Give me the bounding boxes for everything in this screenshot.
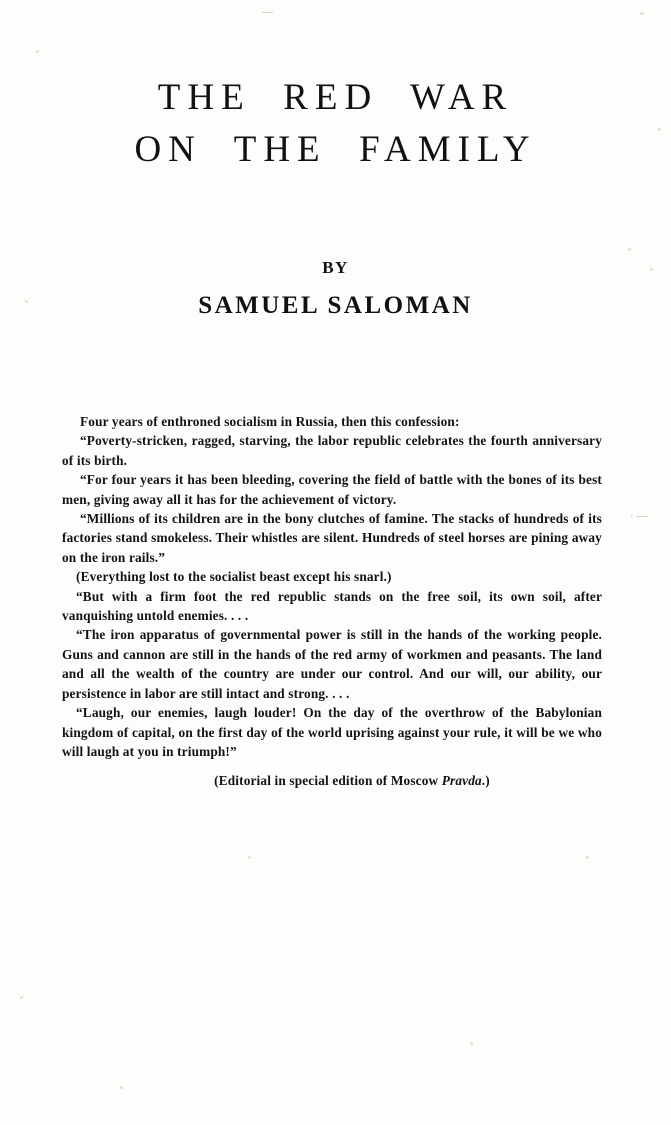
by-label: BY — [322, 258, 349, 277]
attribution-prefix: (Editorial in special edition of Moscow — [214, 773, 442, 789]
title-line-1: THE RED WAR — [157, 77, 514, 118]
paper-speck — [640, 12, 644, 15]
paper-speck — [586, 856, 589, 859]
quote-paragraph: “But with a firm foot the red republic stands on the free soil, its own soil, after vanquishing untold enemies. . . . — [62, 588, 602, 624]
scan-edge-mark: · — — [630, 510, 648, 522]
paper-speck — [248, 856, 251, 859]
page-title — [0, 72, 671, 176]
quote-paragraph: “Poverty-stricken, ragged, starving, the labor republic celebrates the fourth anniversary of its birth. — [62, 433, 602, 468]
paper-speck — [120, 1086, 123, 1089]
quote-paragraph: “The iron apparatus of governmental power is still in the hands of the working people. Guns and cannon are still in the hands of the red army of workmen and peasants. The land and all the wealth of the country are under our control. And our will, our ability, our persistence in labor are still intact and strong. . . . — [62, 627, 602, 701]
title-line-2: ON THE FAMILY — [134, 129, 537, 170]
paper-speck — [628, 248, 631, 251]
paper-speck — [470, 1042, 473, 1045]
attribution-source: Pravda — [441, 773, 482, 789]
quote-paragraph: “For four years it has been bleeding, covering the field of battle with the bones of its best men, giving away all it has for the achievement of victory. — [62, 472, 602, 507]
scan-edge-mark: — — [262, 6, 273, 18]
epigraph-quote — [62, 412, 602, 791]
author-name: SAMUEL SALOMAN — [198, 292, 473, 319]
quote-attribution — [62, 771, 602, 790]
paper-speck — [20, 996, 23, 999]
quote-paragraph: Four years of enthroned socialism in Russia, then this confession: — [80, 414, 460, 429]
quote-paragraph: “Laugh, our enemies, laugh louder! On the day of the overthrow of the Babylonian kingdom of capital, on the first day of the world uprising against your rule, it will be we who will laugh at you in triumph!” — [62, 705, 602, 759]
quote-paragraph: “Millions of its children are in the bony clutches of famine. The stacks of hundreds of its factories stand smokeless. Their whistles are silent. Hundreds of steel horses are pining away on the iron rails.” — [62, 511, 602, 565]
paper-speck — [36, 50, 39, 53]
quote-paragraph: (Everything lost to the socialist beast except his snarl.) — [76, 569, 392, 585]
byline — [0, 258, 671, 320]
attribution-suffix: .) — [481, 773, 490, 789]
